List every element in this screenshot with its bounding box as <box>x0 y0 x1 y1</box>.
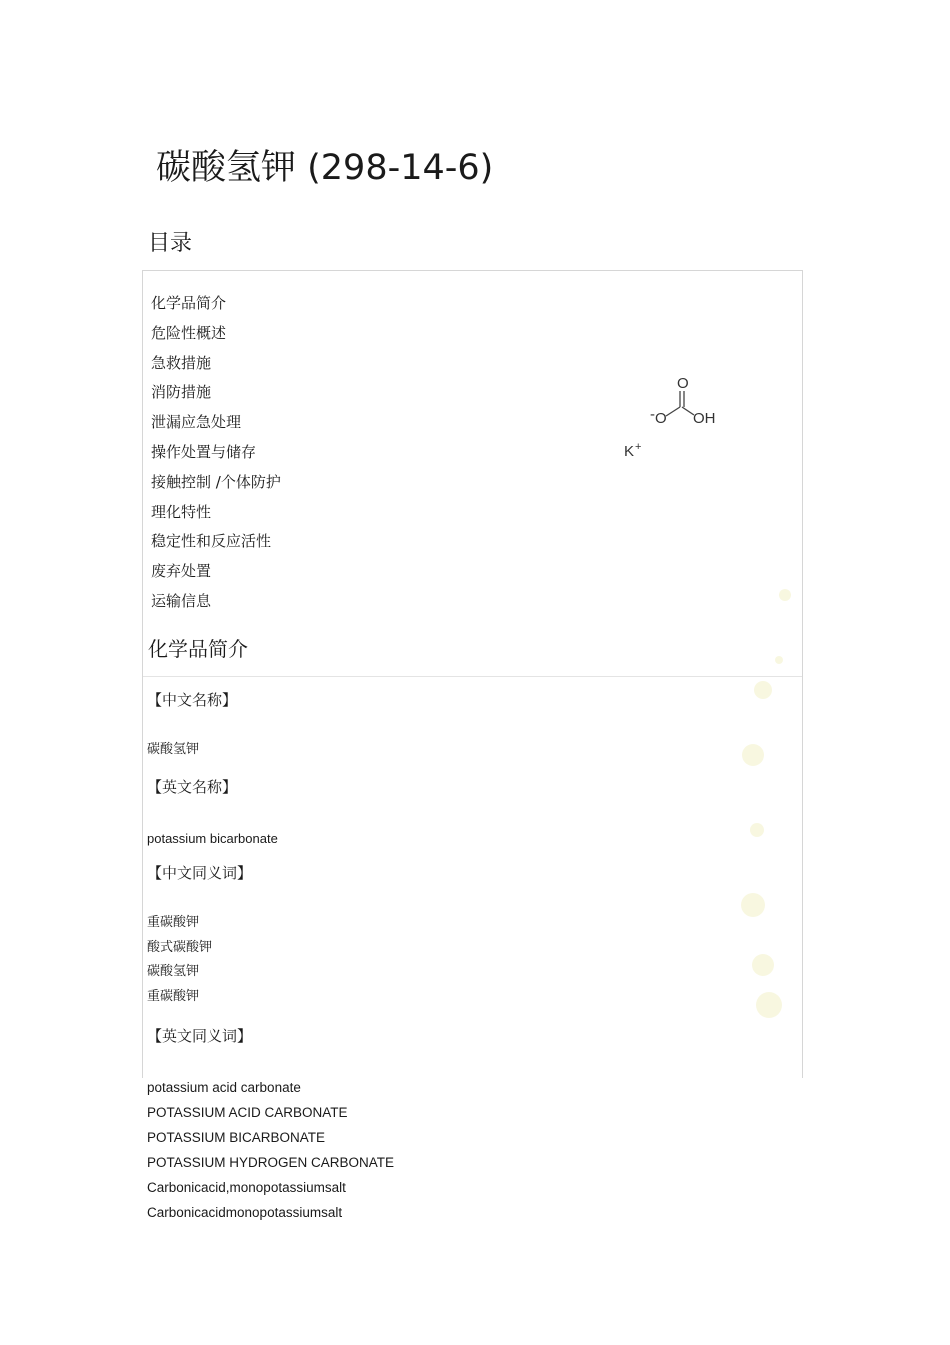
en-synonym-item: POTASSIUM ACID CARBONATE <box>147 1105 348 1120</box>
section-divider <box>143 676 802 677</box>
toc-item-handling-storage[interactable]: 操作处置与储存 <box>151 442 257 461</box>
cn-synonym-item: 碳酸氢钾 <box>147 964 200 980</box>
atom-oh: OH <box>693 410 716 427</box>
cn-synonym-item: 重碳酸钾 <box>147 989 200 1005</box>
cn-name-label: 【中文名称】 <box>147 691 238 709</box>
en-synonym-item: POTASSIUM HYDROGEN CARBONATE <box>147 1155 395 1170</box>
ion-k: K <box>624 443 635 460</box>
en-name-value: potassium bicarbonate <box>147 831 278 846</box>
toc-item-hazards[interactable]: 危险性概述 <box>151 323 227 342</box>
toc-item-disposal[interactable]: 废弃处置 <box>151 562 212 581</box>
molecular-structure-image <box>618 372 728 464</box>
charge-minus: - <box>650 406 655 423</box>
en-synonyms-label: 【英文同义词】 <box>147 1027 253 1045</box>
toc-item-spill-response[interactable]: 泄漏应急处理 <box>151 413 242 432</box>
toc-item-chemical-intro[interactable]: 化学品简介 <box>151 294 227 312</box>
toc-list <box>151 289 281 617</box>
cn-synonyms-list <box>147 911 212 1010</box>
cn-synonym-item: 酸式碳酸钾 <box>147 939 213 955</box>
toc-item-transport[interactable]: 运输信息 <box>151 591 212 610</box>
en-synonyms-list <box>147 1075 394 1225</box>
en-synonym-item: POTASSIUM BICARBONATE <box>147 1130 326 1145</box>
toc-item-firefighting[interactable]: 消防措施 <box>151 383 212 402</box>
faint-watermark-image <box>735 580 805 1060</box>
page-title: 碳酸氢钾 (298-14-6) <box>156 148 494 188</box>
en-synonym-item: potassium acid carbonate <box>147 1080 301 1095</box>
section-heading-chemical-intro: 化学品简介 <box>148 637 248 661</box>
toc-heading: 目录 <box>148 231 193 256</box>
en-synonym-item: Carbonicacid,monopotassiumsalt <box>147 1180 346 1195</box>
atom-o-top: O <box>677 375 689 392</box>
charge-plus: + <box>635 441 642 453</box>
atom-o-minus: O <box>655 410 667 427</box>
toc-item-stability-reactivity[interactable]: 稳定性和反应活性 <box>151 532 272 551</box>
toc-item-exposure-controls[interactable]: 接触控制 /个体防护 <box>151 472 281 491</box>
en-synonym-item: Carbonicacidmonopotassiumsalt <box>147 1205 343 1220</box>
toc-item-physchem-properties[interactable]: 理化特性 <box>151 502 212 521</box>
en-name-label: 【英文名称】 <box>147 778 238 796</box>
toc-item-first-aid[interactable]: 急救措施 <box>151 353 212 372</box>
cn-name-value: 碳酸氢钾 <box>147 742 200 757</box>
cn-synonym-item: 重碳酸钾 <box>147 915 200 930</box>
cn-synonyms-label: 【中文同义词】 <box>147 864 253 882</box>
